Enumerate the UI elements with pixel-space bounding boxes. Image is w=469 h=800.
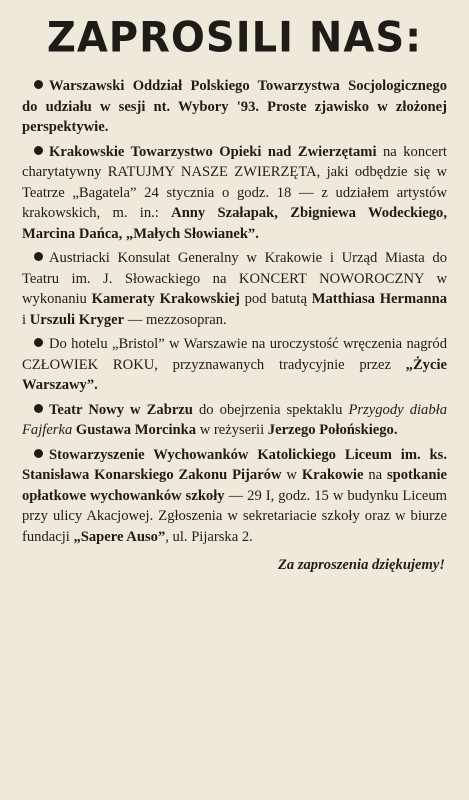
closing-note: Za zaproszenia dziękujemy! bbox=[277, 557, 445, 573]
invitation-item bbox=[22, 248, 447, 330]
invitation-item bbox=[22, 445, 447, 548]
invitation-item bbox=[22, 334, 447, 396]
bullet-icon bbox=[34, 146, 43, 155]
item-text: Do hotelu „Bristol” w Warszawie na uroczystość wręczenia nagród CZŁOWIEK ROKU, przyznawanych tradycyjnie przez bbox=[22, 336, 447, 373]
item-text: Urszuli Kryger bbox=[29, 311, 125, 328]
item-text: „Sapere Auso” bbox=[73, 528, 166, 545]
item-text: Matthiasa Hermanna bbox=[311, 291, 447, 307]
item-text: i bbox=[22, 311, 30, 328]
item-text: Gustawa Morcinka bbox=[72, 422, 197, 438]
page-title: ZAPROSILI NAS: bbox=[46, 13, 423, 63]
item-text: Anny Szałapak, Zbigniewa Wodeckiego, Marcina Dańca, „Małych Słowianek”. bbox=[22, 205, 447, 242]
bullet-icon bbox=[34, 252, 43, 261]
bullet-icon bbox=[34, 80, 43, 89]
bullet-icon bbox=[34, 404, 43, 413]
item-text: — mezzosopran. bbox=[124, 311, 227, 328]
item-text: Krakowskie Towarzystwo Opieki nad Zwierzętami bbox=[49, 143, 377, 160]
item-text: „Życie Warszawy”. bbox=[22, 356, 447, 393]
item-text: pod batutą bbox=[239, 291, 312, 307]
item-text: Przygody diabła Fajferka bbox=[22, 401, 447, 438]
item-text: Teatr Nowy w Zabrzu bbox=[49, 401, 193, 418]
invitation-list bbox=[22, 76, 447, 547]
item-text: — 29 I, godz. 15 w budynku Liceum przy ulicy Akacjowej. Zgłoszenia w sekretariacie szkoły oraz w biurze fundacji bbox=[22, 487, 448, 545]
item-text: na koncert charytatywny RATUJMY NASZE ZWIERZĘTA, jaki odbędzie się w Teatrze „Bagatela” 24 stycznia o godz. 18 — z udziałem artystów krakowskich, m. in.: bbox=[22, 143, 447, 221]
item-text: spotkanie opłatkowe wychowanków szkoły bbox=[22, 467, 447, 504]
invitation-item bbox=[22, 400, 447, 441]
invitation-item bbox=[22, 76, 447, 138]
item-text: w bbox=[281, 467, 302, 483]
item-text: , ul. Pijarska 2. bbox=[165, 528, 253, 545]
invitation-item bbox=[22, 142, 447, 245]
item-text: na bbox=[363, 467, 387, 483]
item-text: Krakowie bbox=[301, 467, 364, 483]
bullet-icon bbox=[34, 449, 43, 458]
item-text: Kameraty Krakowskiej bbox=[91, 291, 240, 307]
item-text: Wybory '93. Proste zjawisko w złożonej perspektywie. bbox=[22, 98, 447, 135]
item-text: w reżyserii bbox=[196, 422, 268, 438]
item-text: Warszawski Oddział Polskiego Towarzystwa Socjologicznego do udziału w sesji nt. bbox=[22, 78, 447, 115]
item-text: Jerzego Połońskiego. bbox=[267, 422, 398, 438]
item-text: Austriacki Konsulat Generalny w Krakowie i Urząd Miasta do Teatru im. J. Słowackiego na KONCERT NOWOROCZNY w wykonaniu bbox=[22, 250, 447, 307]
bullet-icon bbox=[34, 338, 43, 347]
item-text: do obejrzenia spektaklu bbox=[192, 401, 349, 418]
item-text: Stowarzyszenie Wychowanków Katolickiego Liceum im. ks. Stanisława Konarskiego Zakonu Pijarów bbox=[22, 446, 447, 483]
